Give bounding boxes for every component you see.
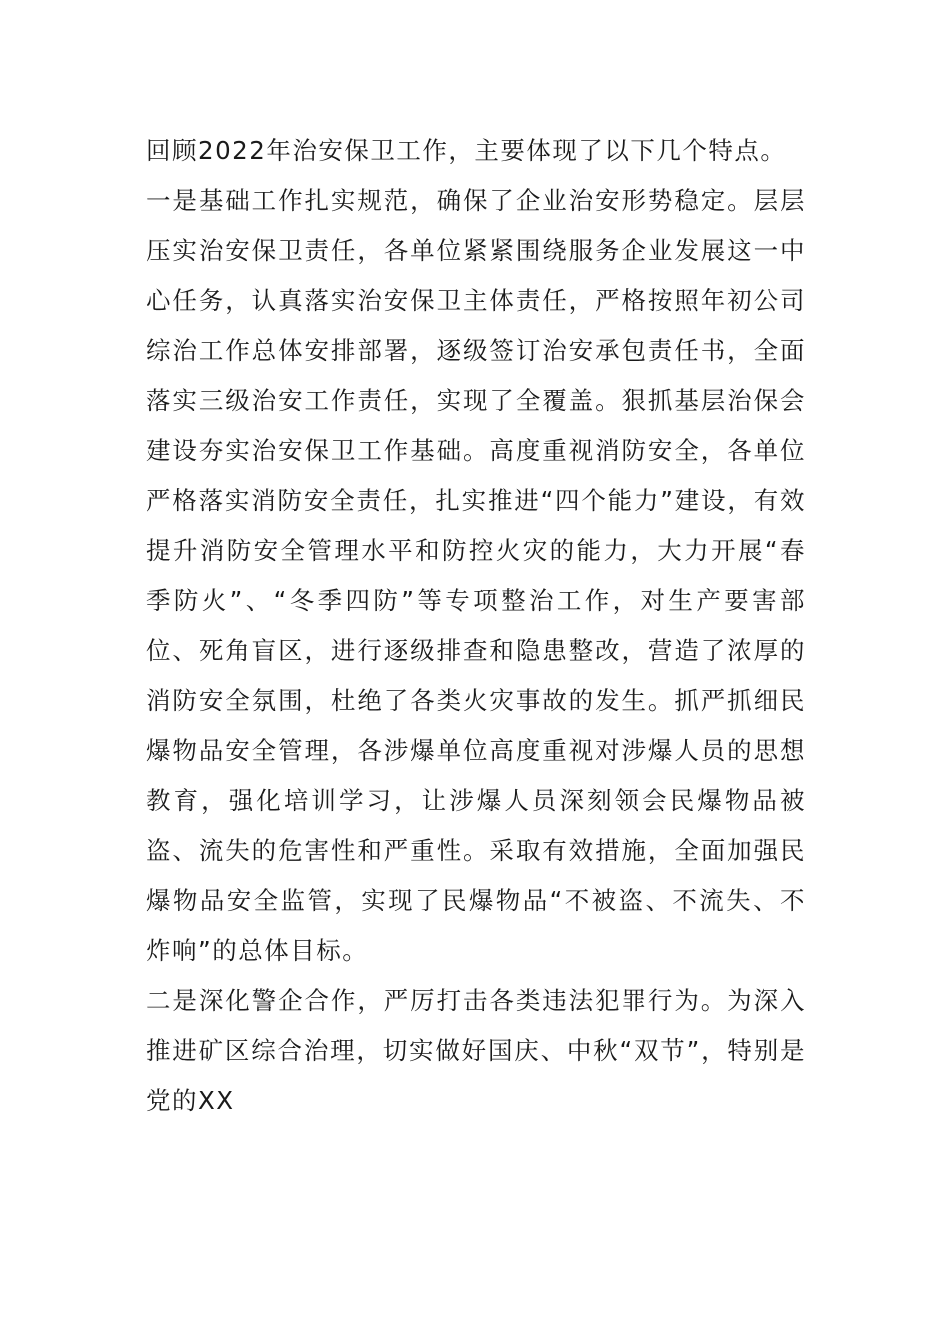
paragraph-point-one: 一是基础工作扎实规范，确保了企业治安形势稳定。层层压实治安保卫责任，各单位紧紧围绕服务企业发展这一中心任务，认真落实治安保卫主体责任，严格按照年初公司综治工作总体安排部署，逐级签订治安承包责任书，全面落实三级治安工作责任，实现了全覆盖。狠抓基层治保会建设夯实治安保卫工作基础。高度重视消防安全，各单位严格落实消防安全责任，扎实推进“四个能力”建设，有效提升消防安全管理水平和防控火灾的能力，大力开展“春季防火”、“冬季四防”等专项整治工作，对生产要害部位、死角盲区，进行逐级排查和隐患整改，营造了浓厚的消防安全氛围，杜绝了各类火灾事故的发生。抓严抓细民爆物品安全管理，各涉爆单位高度重视对涉爆人员的思想教育，强化培训学习，让涉爆人员深刻领会民爆物品被盗、流失的危害性和严重性。采取有效措施，全面加强民爆物品安全监管，实现了民爆物品“不被盗、不流失、不炸响”的总体目标。 <box>146 186 806 965</box>
document-body <box>146 126 806 1126</box>
paragraph-intro: 回顾2022年治安保卫工作，主要体现了以下几个特点。 <box>146 136 787 165</box>
paragraph-point-two: 二是深化警企合作，严厉打击各类违法犯罪行为。为深入推进矿区综合治理，切实做好国庆、中秋“双节”，特别是党的XX <box>146 986 806 1115</box>
